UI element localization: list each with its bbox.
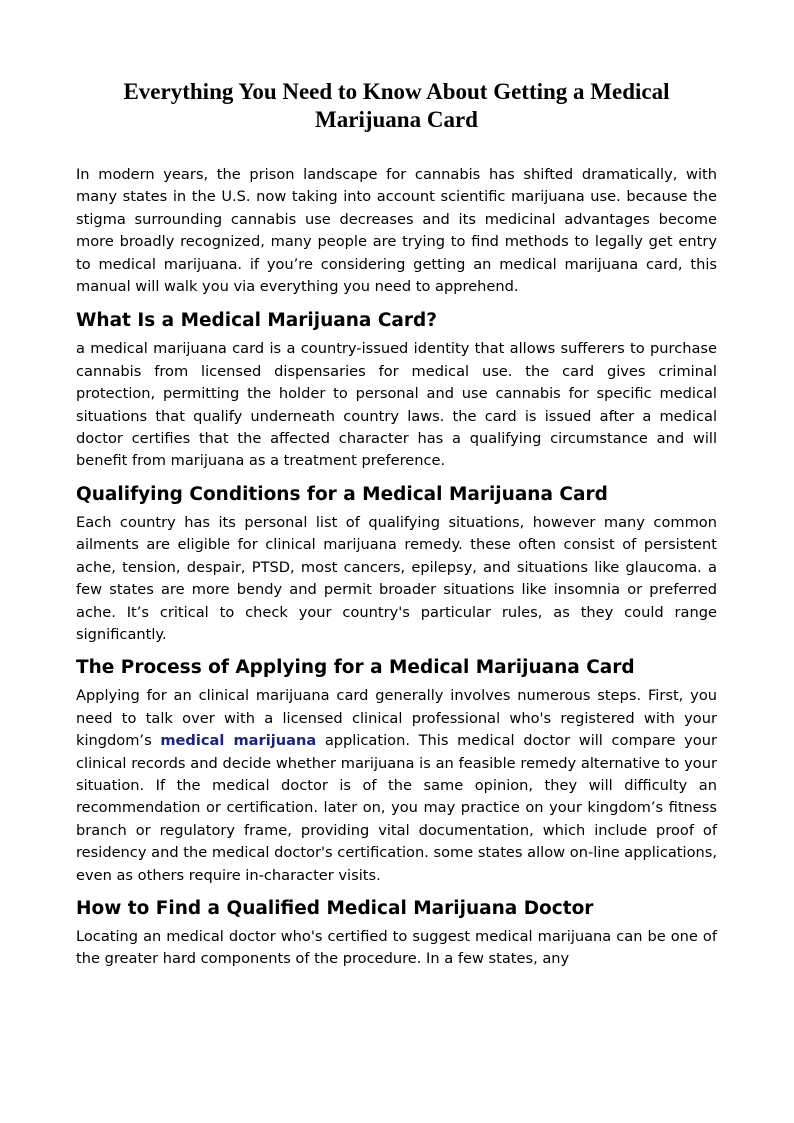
- section-body-application-process: [76, 685, 717, 887]
- body-text-after-link: application. This medical doctor will compare your clinical records and decide whether marijuana is an feasible remedy alternative to your situation. If the medical doctor is of the same opinion, they will difficulty an recommendation or certification. later on, you may practice on your kingdom’s fitness branch or regulatory frame, providing vital documentation, which include proof of residency and the medical doctor's certification. some states allow on-line applications, even as others require in-character visits.: [76, 732, 717, 884]
- section-heading-application-process: The Process of Applying for a Medical Marijuana Card: [76, 657, 635, 679]
- section-body-what-is-card: a medical marijuana card is a country-issued identity that allows sufferers to purchase cannabis from licensed dispensaries for medical use. the card gives criminal protection, permitting the holder to personal and use cannabis for specific medical situations that qualify underneath country laws. the card is issued after a medical doctor certifies that the affected character has a qualifying circumstance and will benefit from marijuana as a treatment preference.: [76, 340, 717, 470]
- section-heading-find-doctor: How to Find a Qualified Medical Marijuana Doctor: [76, 897, 594, 919]
- section-body-find-doctor: Locating an medical doctor who's certified to suggest medical marijuana can be one of the greater hard components of the procedure. In a few states, any: [76, 927, 717, 968]
- document-page: [76, 74, 717, 971]
- body-text-before-link: Applying for an clinical marijuana card generally involves numerous steps. First, you need to talk over with a licensed clinical professional who's registered with your kingdom’s: [76, 687, 717, 750]
- section-heading-what-is-card: What Is a Medical Marijuana Card?: [76, 310, 437, 332]
- medical-marijuana-link[interactable]: medical marijuana: [160, 732, 317, 750]
- section-body-qualifying-conditions: Each country has its personal list of qualifying situations, however many common ailments are eligible for clinical marijuana remedy. these often consist of persistent ache, tension, despair, PTSD, most cancers, epilepsy, and situations like glaucoma. a few states are more bendy and permit broader situations like insomnia or preferred ache. It’s critical to check your country's particular rules, as they could range significantly.: [76, 513, 717, 643]
- section-heading-qualifying-conditions: Qualifying Conditions for a Medical Marijuana Card: [76, 483, 608, 505]
- document-title: Everything You Need to Know About Getting a Medical Marijuana Card: [123, 79, 670, 132]
- intro-paragraph: In modern years, the prison landscape for cannabis has shifted dramatically, with many states in the U.S. now taking into account scientific marijuana use. because the stigma surrounding cannabis use decreases and its medicinal advantages become more broadly recognized, many people are trying to find methods to legally get entry to medical marijuana. if you’re considering getting an medical marijuana card, this manual will walk you via everything you need to apprehend.: [76, 166, 717, 296]
